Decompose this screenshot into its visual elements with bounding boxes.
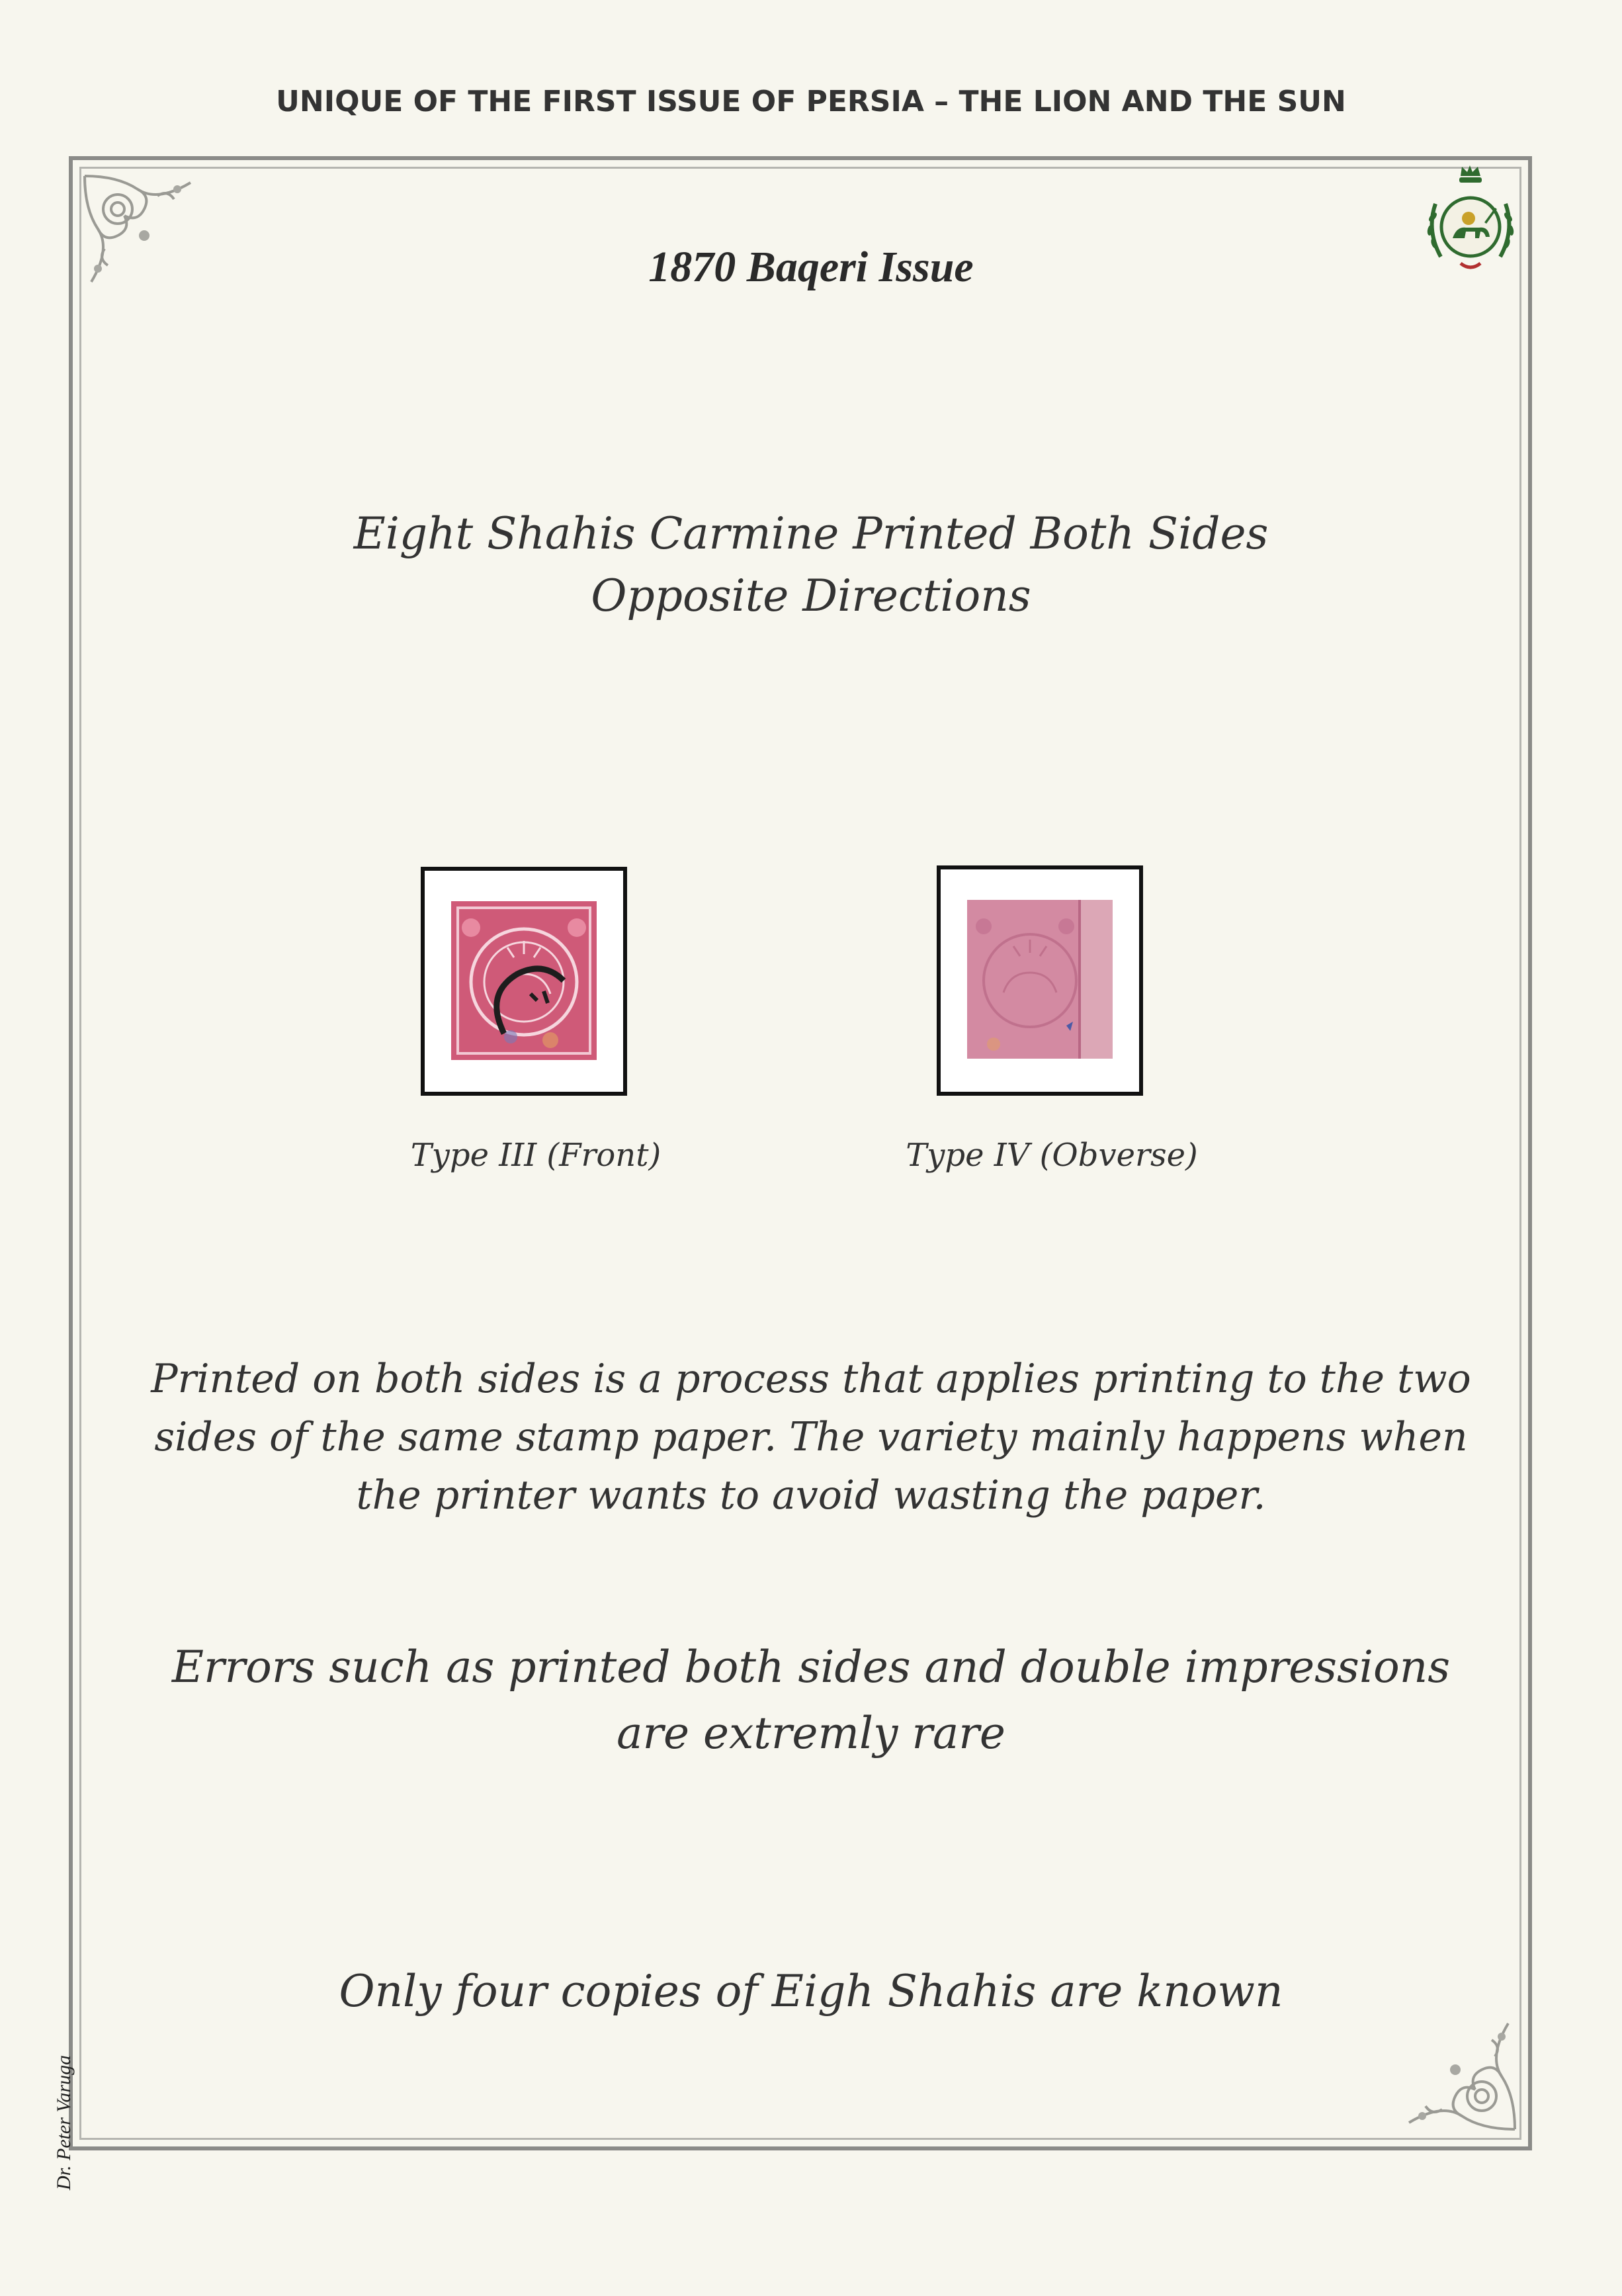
page-frame-inner [79,167,1521,2140]
subtitle-line-2: Opposite Directions [591,570,1031,621]
description-paragraph: Printed on both sides is a process that applies printing to the two sides of the same stamp paper. The variety mainly happens when the printer wants to avoid wasting the paper. [151,1356,1471,1519]
stamp-image [967,900,1113,1059]
author-signature: Dr. Peter Varuga [53,2054,75,2190]
page-title: 1870 Baqeri Issue [648,243,974,291]
copies-known-note: Only four copies of Eigh Shahis are known [339,1966,1283,2017]
stamp-caption-type-iii: Type III (Front) [410,1137,662,1174]
page-header: UNIQUE OF THE FIRST ISSUE OF PERSIA – THE LION AND THE SUN [276,85,1346,118]
stamp-caption-type-iv: Type IV (Obverse) [906,1137,1198,1174]
stamp-mount-type-iv [937,865,1143,1096]
floral-ornament-icon [1402,2017,1521,2136]
stamp-image [451,901,597,1060]
rarity-note: Errors such as printed both sides and double impressions are extremly rare [171,1642,1451,1759]
subtitle-line-1: Eight Shahis Carmine Printed Both Sides [353,508,1269,559]
stamp-mount-type-iii [421,867,627,1096]
